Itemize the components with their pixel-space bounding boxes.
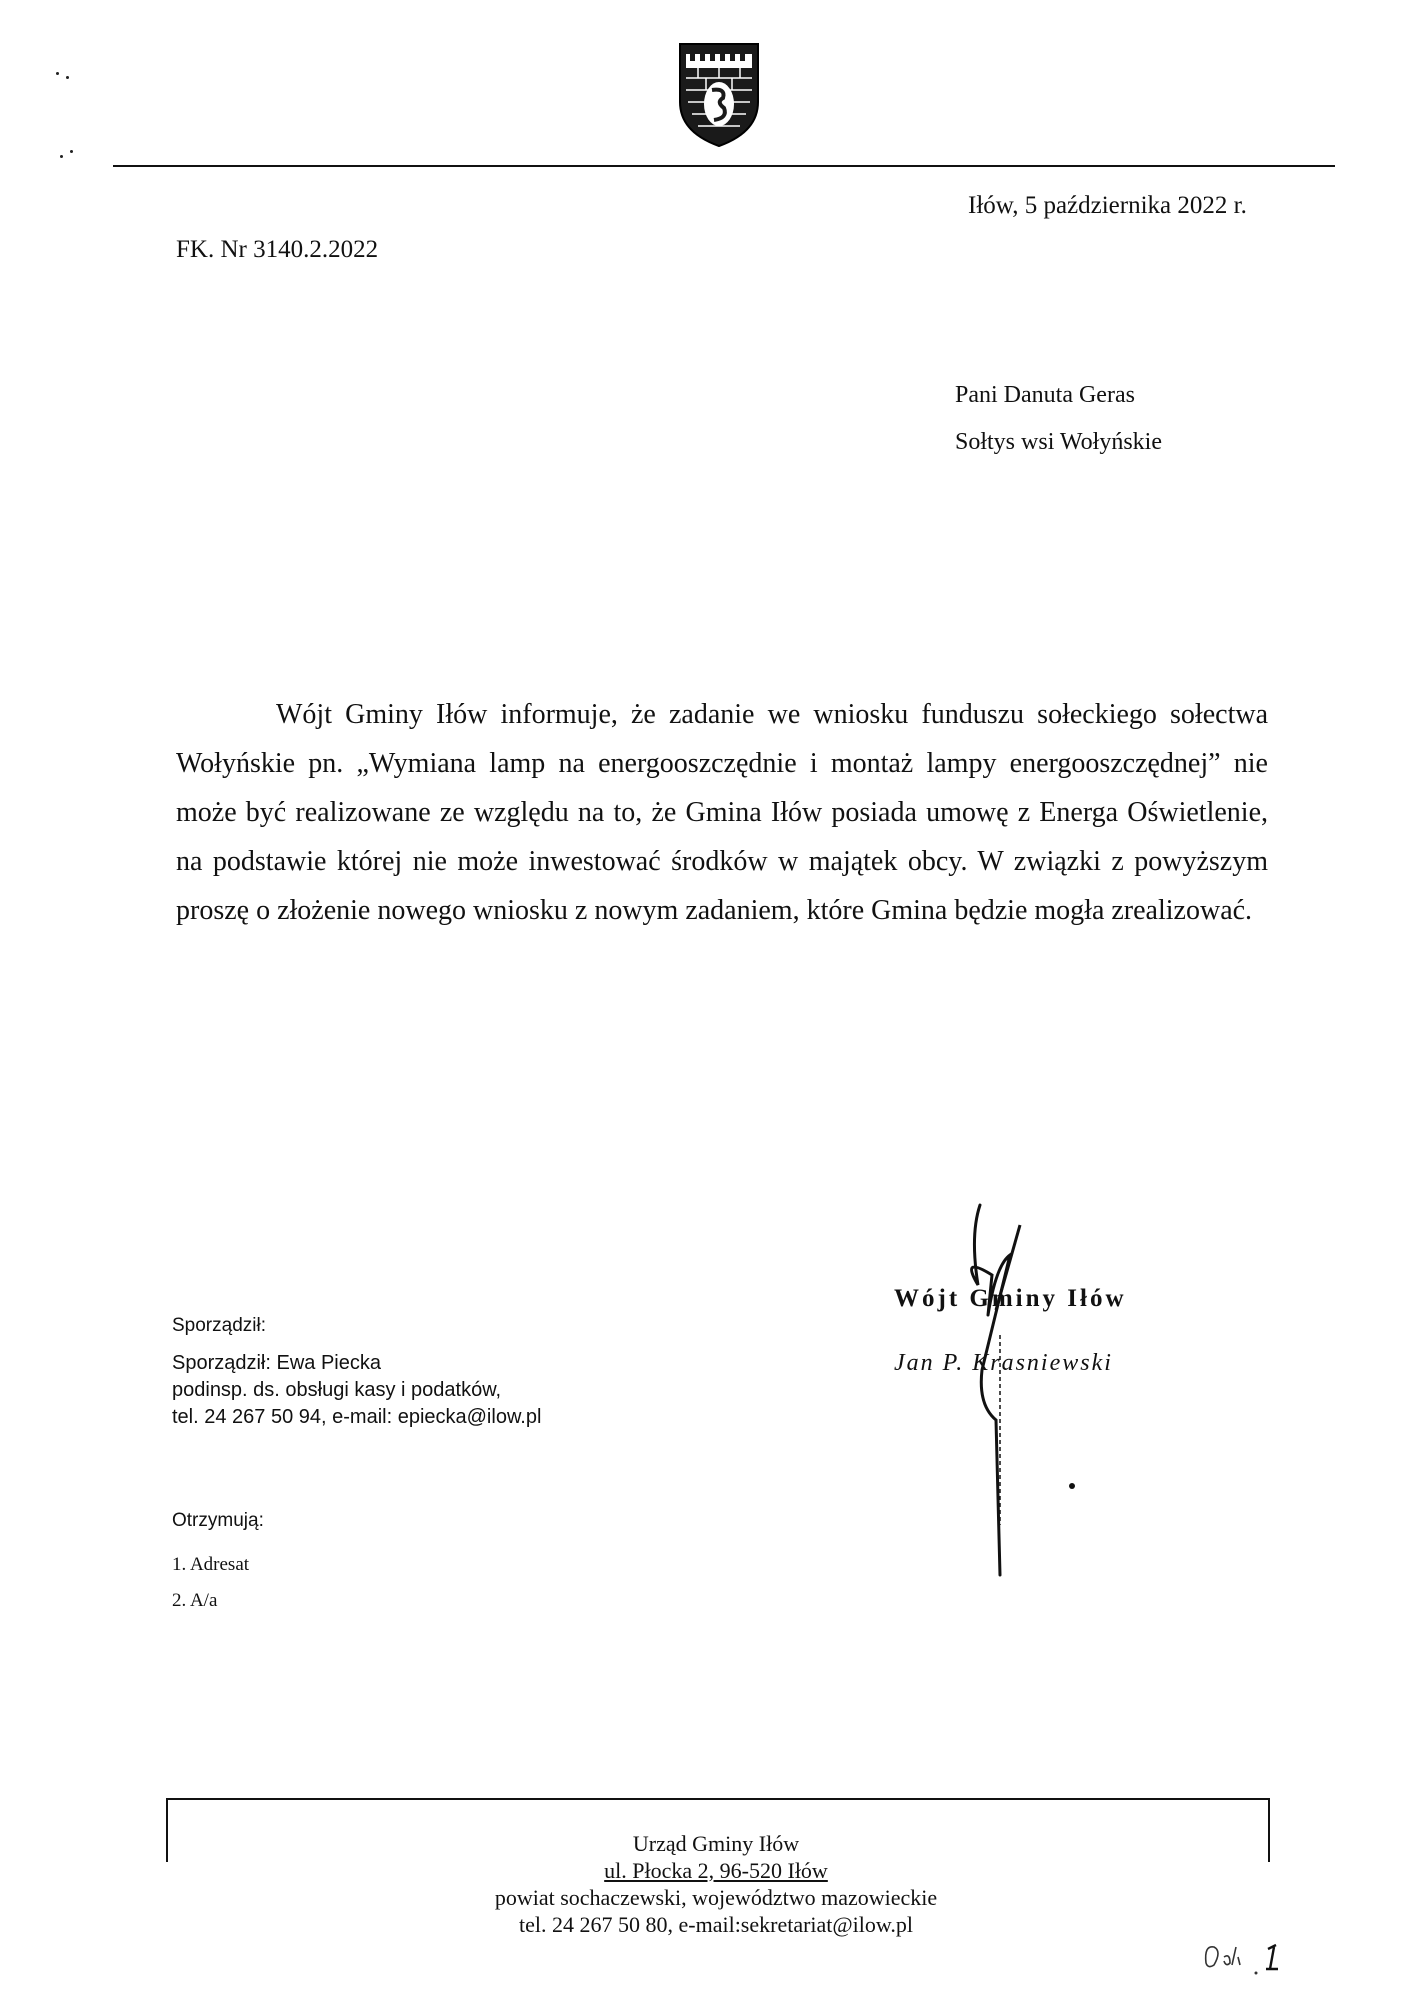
prepared-by-label: Sporządził:: [172, 1315, 266, 1336]
recipients-list: [172, 1547, 249, 1619]
recipient-block: [955, 372, 1162, 466]
handwritten-signature: [900, 1195, 1120, 1595]
letter-body: [176, 690, 1268, 935]
prepared-by-position: podinsp. ds. obsługi kasy i podatków,: [172, 1379, 502, 1401]
letter-date: Iłów, 5 października 2022 r.: [968, 192, 1247, 219]
header-rule: [113, 165, 1335, 167]
reference-number: FK. Nr 3140.2.2022: [176, 236, 379, 263]
footer-address: [166, 1830, 1266, 1938]
footer-office: Urząd Gminy Iłów: [632, 1831, 800, 1856]
handwritten-page-mark: [1200, 1935, 1290, 1980]
prepared-by-details: [172, 1350, 541, 1431]
list-item: 1. Adresat: [172, 1554, 250, 1575]
scan-speck: [66, 76, 69, 79]
prepared-by-contact: tel. 24 267 50 94, e-mail: epiecka@ilow.pl: [172, 1406, 542, 1428]
footer-region: powiat sochaczewski, województwo mazowieckie: [494, 1885, 938, 1910]
signature-stamp-name: Jan P. Krasniewski: [894, 1350, 1113, 1376]
recipients-label: Otrzymują:: [172, 1510, 264, 1531]
signature-stamp-title: Wójt Gminy Iłów: [894, 1285, 1127, 1312]
coat-of-arms-icon: [676, 40, 762, 150]
body-paragraph: Wójt Gminy Iłów informuje, że zadanie we wniosku funduszu sołeckiego sołectwa Wołyńskie pn. „Wymiana lamp na energooszczędnie i montaż lampy energooszczędnej” nie może być realizowane ze względu na to, że Gmina Iłów posiada umowę z Energa Oświetlenie, na podstawie której nie może inwestować środków w majątek obcy. W związki z powyższym proszę o złożenie nowego wniosku z nowym zadaniem, które Gmina będzie mogła zrealizować.: [176, 699, 1268, 926]
list-item: 2. A/a: [172, 1590, 218, 1611]
scan-speck: [70, 150, 73, 153]
recipient-role: Sołtys wsi Wołyńskie: [955, 429, 1162, 455]
recipient-name: Pani Danuta Geras: [955, 382, 1135, 408]
scan-speck: [60, 155, 63, 158]
footer-street: ul. Płocka 2, 96-520 Iłów: [604, 1858, 828, 1883]
prepared-by-name: Sporządził: Ewa Piecka: [172, 1352, 381, 1374]
footer-contact: tel. 24 267 50 80, e-mail:sekretariat@ilow.pl: [519, 1912, 913, 1937]
scan-speck: [56, 72, 59, 75]
